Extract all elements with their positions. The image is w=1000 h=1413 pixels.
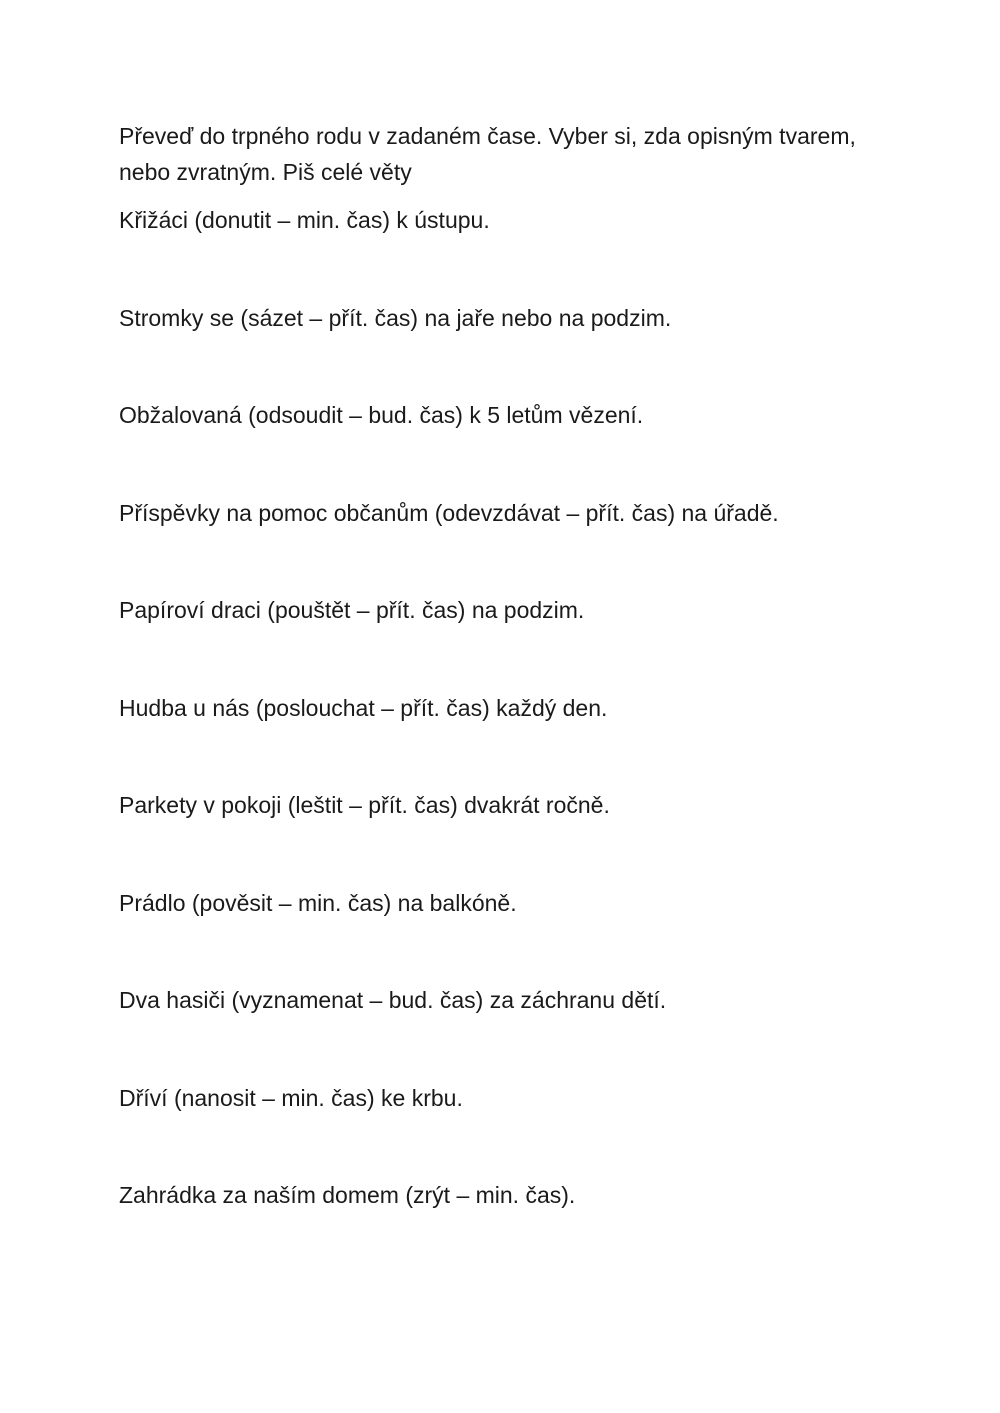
exercise-sentence-6: Hudba u nás (poslouchat – přít. čas) každý den. [119, 694, 608, 721]
exercise-sentence-2: Stromky se (sázet – přít. čas) na jaře nebo na podzim. [119, 304, 672, 331]
exercise-sentence-4: Příspěvky na pomoc občanům (odevzdávat – přít. čas) na úřadě. [119, 499, 779, 526]
exercise-sentence-10: Dříví (nanosit – min. čas) ke krbu. [119, 1084, 463, 1111]
exercise-sentence-11: Zahrádka za naším domem (zrýt – min. čas). [119, 1182, 576, 1208]
exercise-sentence-9: Dva hasiči (vyznamenat – bud. čas) za záchranu dětí. [119, 987, 667, 1013]
exercise-sentence-7: Parkety v pokoji (leštit – přít. čas) dvakrát ročně. [119, 792, 610, 818]
exercise-sentence-5: Papíroví draci (pouštět – přít. čas) na podzim. [119, 597, 585, 623]
instructions-text: Převeď do trpného rodu v zadaném čase. Vyber si, zda opisným tvarem, nebo zvratným. Piš celé věty [119, 123, 856, 185]
exercise-sentence-8: Prádlo (pověsit – min. čas) na balkóně. [119, 889, 517, 916]
exercise-list [119, 202, 779, 1275]
exercise-sentence-3: Obžalovaná (odsoudit – bud. čas) k 5 letům vězení. [119, 402, 644, 428]
exercise-sentence-1: Křižáci (donutit – min. čas) k ústupu. [119, 207, 490, 233]
